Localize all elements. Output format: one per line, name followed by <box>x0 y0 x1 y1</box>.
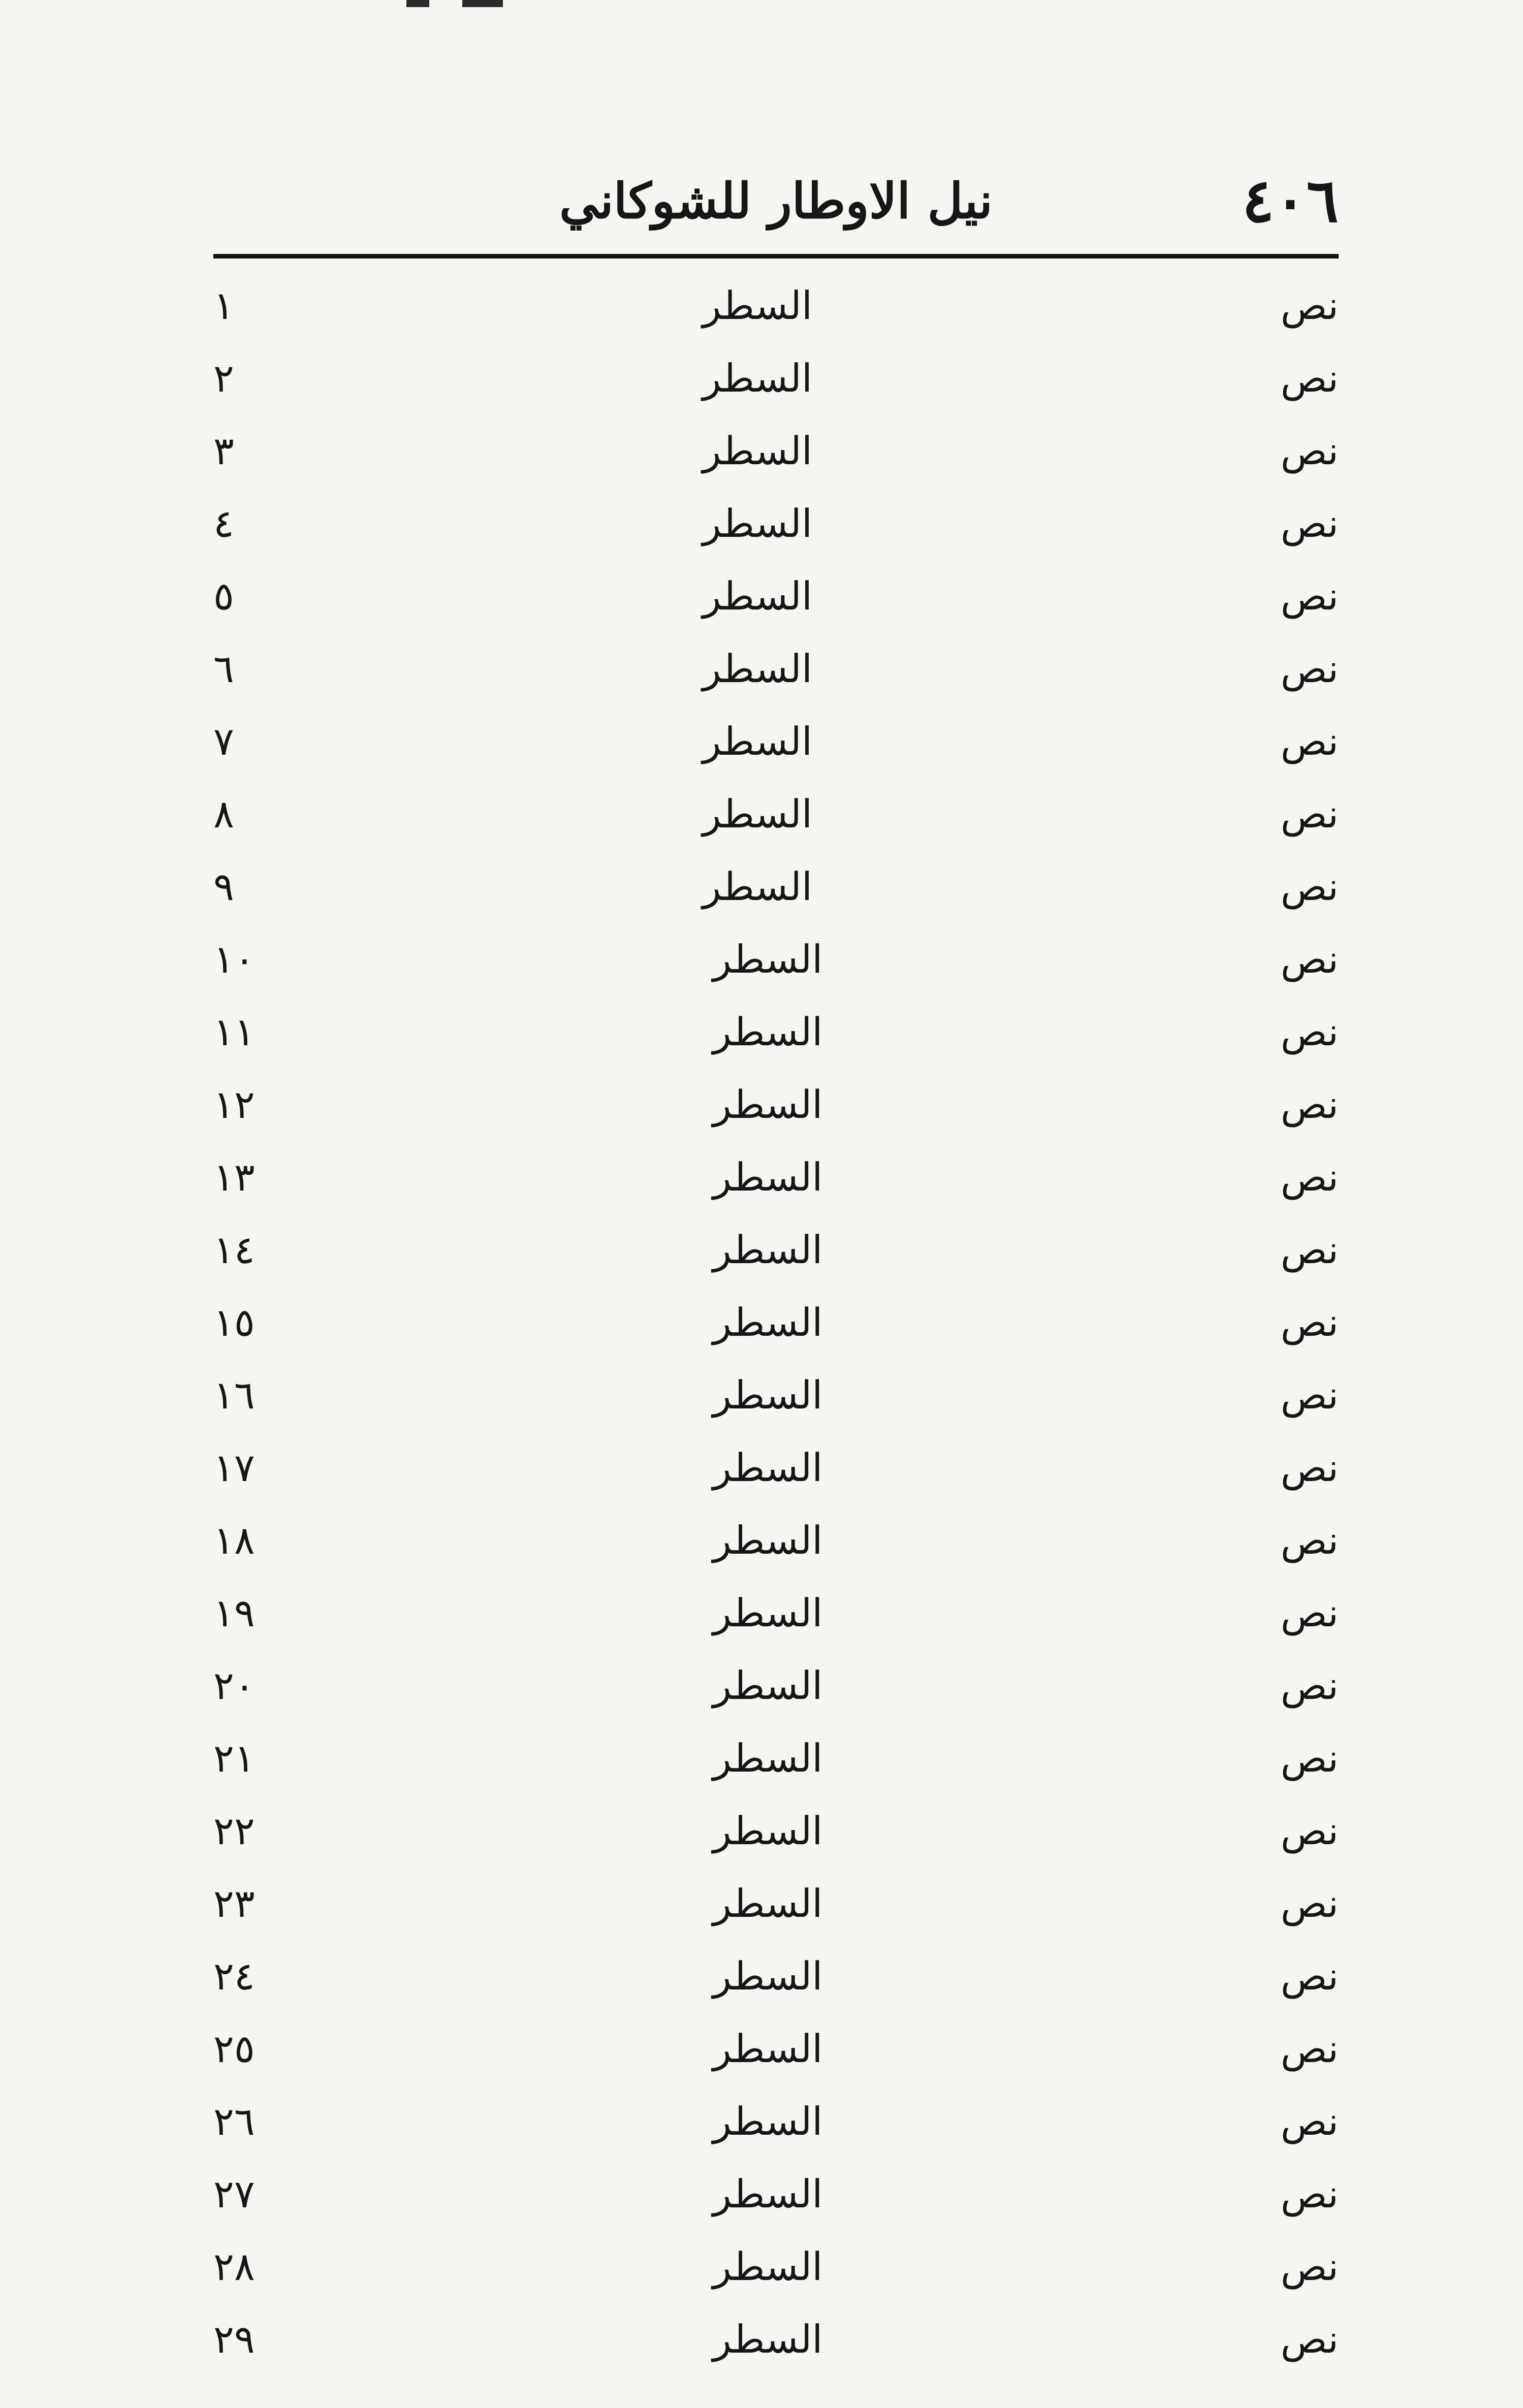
page-number: ٤٠٦ <box>1242 165 1339 236</box>
text-line-10: نص السطر ١٠ <box>213 937 1339 982</box>
text-line-9: نص السطر ٩ <box>213 864 1339 909</box>
text-line-5: نص السطر ٥ <box>213 573 1339 619</box>
text-line-27: نص السطر ٢٧ <box>213 2171 1339 2217</box>
text-line-1: نص السطر ١ <box>213 283 1339 328</box>
running-title: نيل الاوطار للشوكاني <box>559 172 993 230</box>
text-line-4: نص السطر ٤ <box>213 501 1339 546</box>
text-line-11: نص السطر ١١ <box>213 1009 1339 1054</box>
text-line-8: نص السطر ٨ <box>213 791 1339 837</box>
text-line-26: نص السطر ٢٦ <box>213 2099 1339 2144</box>
header-rule <box>213 254 1339 259</box>
text-line-28: نص السطر ٢٨ <box>213 2244 1339 2289</box>
top-edge-mark <box>406 0 503 8</box>
text-line-14: نص السطر ١٤ <box>213 1227 1339 1272</box>
text-line-18: نص السطر ١٨ <box>213 1518 1339 1563</box>
text-line-25: نص السطر ٢٥ <box>213 2026 1339 2071</box>
text-line-22: نص السطر ٢٢ <box>213 1808 1339 1853</box>
text-line-29: نص السطر ٢٩ <box>213 2317 1339 2362</box>
text-line-15: نص السطر ١٥ <box>213 1300 1339 1345</box>
text-line-2: نص السطر ٢ <box>213 356 1339 401</box>
text-line-20: نص السطر ٢٠ <box>213 1663 1339 1708</box>
text-line-19: نص السطر ١٩ <box>213 1590 1339 1635</box>
text-line-3: نص السطر ٣ <box>213 428 1339 473</box>
page-header <box>213 165 1339 236</box>
text-line-16: نص السطر ١٦ <box>213 1372 1339 1418</box>
text-line-6: نص السطر ٦ <box>213 646 1339 691</box>
text-line-7: نص السطر ٧ <box>213 719 1339 764</box>
text-line-24: نص السطر ٢٤ <box>213 1953 1339 1999</box>
body-text <box>213 269 1339 2375</box>
text-line-13: نص السطر ١٣ <box>213 1154 1339 1200</box>
text-line-12: نص السطر ١٢ <box>213 1082 1339 1127</box>
text-line-17: نص السطر ١٧ <box>213 1445 1339 1490</box>
text-line-21: نص السطر ٢١ <box>213 1736 1339 1781</box>
text-line-23: نص السطر ٢٣ <box>213 1881 1339 1926</box>
